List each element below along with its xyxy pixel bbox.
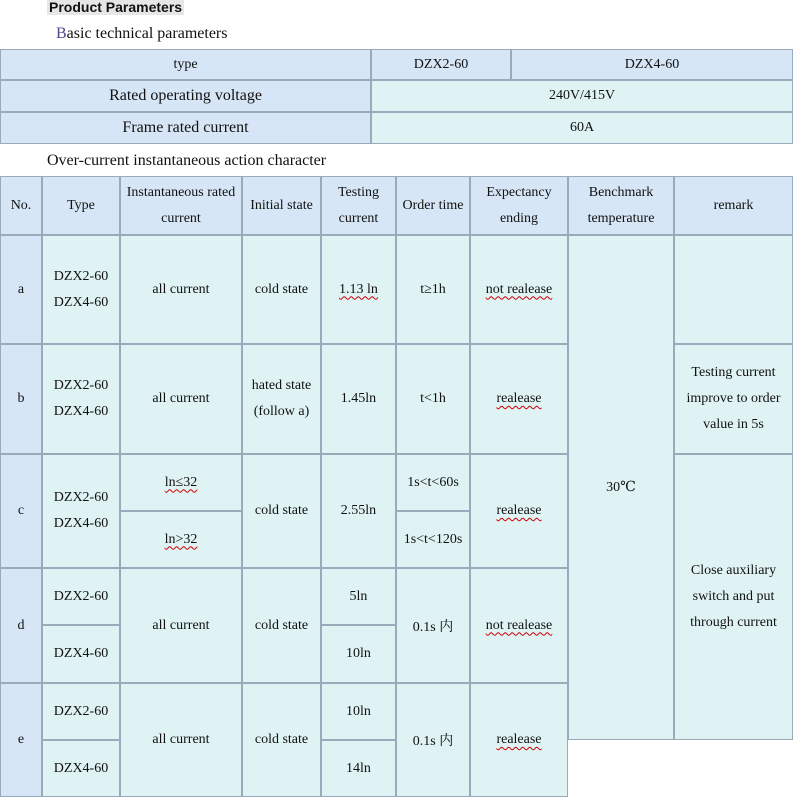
- rated-voltage-label: Rated operating voltage: [0, 80, 371, 112]
- row-c-expectancy: realease: [470, 454, 568, 568]
- row-b-testing-current: 1.45ln: [321, 344, 396, 454]
- header-initial-state: Initial state: [242, 176, 321, 235]
- row-b-type: [42, 344, 120, 454]
- type-dzx4: DZX4-60: [53, 516, 109, 531]
- overcurrent-heading: Over-current instantaneous action character: [47, 152, 327, 169]
- row-e-type-2: DZX4-60: [42, 740, 120, 797]
- row-b-expectancy: realease: [470, 344, 568, 454]
- row-c-state: cold state: [242, 454, 321, 568]
- row-a-expectancy: not realease: [470, 235, 568, 344]
- row-e-testing-current-1: 10ln: [321, 683, 396, 740]
- row-e-order-time: 0.1s 内: [396, 683, 470, 797]
- table-row: [0, 235, 793, 344]
- benchmark-temperature-value: 30℃: [568, 235, 674, 740]
- row-e-testing-current-2: 14ln: [321, 740, 396, 797]
- row-c-inst-current-high: ln>32: [120, 511, 242, 568]
- type-dzx4: DZX4-60: [53, 294, 109, 310]
- table-row: [0, 454, 793, 511]
- row-b-remark: Testing current improve to order value in 5s: [674, 344, 793, 454]
- row-b-inst-current: all current: [120, 344, 242, 454]
- row-c-order-time-1: 1s<t<60s: [396, 454, 470, 511]
- row-e-inst-current: all current: [120, 683, 242, 797]
- header-expectancy: Expectancy ending: [470, 176, 568, 235]
- row-d-testing-current-1: 5ln: [321, 568, 396, 625]
- heading-initial: B: [56, 25, 67, 42]
- model-dzx4-header: DZX4-60: [511, 49, 793, 80]
- row-b-order-time: t<1h: [396, 344, 470, 454]
- row-a-inst-current: all current: [120, 235, 242, 344]
- row-d-type-2: DZX4-60: [42, 625, 120, 683]
- row-d-order-time: 0.1s 内: [396, 568, 470, 683]
- frame-current-label: Frame rated current: [0, 112, 371, 144]
- rated-voltage-value: 240V/415V: [371, 80, 793, 112]
- row-e-no: e: [0, 683, 42, 797]
- type-dzx4: DZX4-60: [53, 404, 109, 419]
- model-dzx2-header: DZX2-60: [371, 49, 511, 80]
- header-order-time: Order time: [396, 176, 470, 235]
- row-c-testing-current: 2.55ln: [321, 454, 396, 568]
- header-remark: remark: [674, 176, 793, 235]
- overcurrent-table: [0, 176, 793, 797]
- row-e-type-1: DZX2-60: [42, 683, 120, 740]
- row-a-type: [42, 235, 120, 344]
- section-title: Product Parameters: [49, 0, 183, 15]
- header-no: No.: [0, 176, 42, 235]
- header-testing-current: Testing current: [321, 176, 396, 235]
- remark-close-auxiliary: Close auxiliary switch and put through current: [674, 454, 793, 740]
- heading-rest: asic technical parameters: [66, 25, 228, 42]
- row-d-no: d: [0, 568, 42, 683]
- table-row: [0, 344, 793, 454]
- row-b-no: b: [0, 344, 42, 454]
- row-a-no: a: [0, 235, 42, 344]
- row-d-expectancy: not realease: [470, 568, 568, 683]
- row-b-state: hated state (follow a): [242, 344, 321, 454]
- type-header-label: type: [0, 49, 371, 80]
- basic-parameters-heading: [56, 24, 227, 44]
- row-a-testing-current: 1.13 ln: [321, 235, 396, 344]
- row-d-state: cold state: [242, 568, 321, 683]
- row-c-no: c: [0, 454, 42, 568]
- row-c-type: [42, 454, 120, 568]
- row-d-type-1: DZX2-60: [42, 568, 120, 625]
- type-dzx2: DZX2-60: [53, 268, 109, 284]
- row-d-testing-current-2: 10ln: [321, 625, 396, 683]
- row-a-remark: [674, 235, 793, 344]
- row-c-inst-current-low: ln≤32: [120, 454, 242, 511]
- frame-current-value: 60A: [371, 112, 793, 144]
- row-d-inst-current: all current: [120, 568, 242, 683]
- header-benchmark: Benchmark temperature: [568, 176, 674, 235]
- basic-parameters-table: [0, 49, 793, 144]
- row-e-state: cold state: [242, 683, 321, 797]
- header-inst-current: Instantaneous rated current: [120, 176, 242, 235]
- row-a-state: cold state: [242, 235, 321, 344]
- row-e-expectancy: realease: [470, 683, 568, 797]
- row-a-order-time: t≥1h: [396, 235, 470, 344]
- type-dzx2: DZX2-60: [53, 490, 109, 505]
- row-c-order-time-2: 1s<t<120s: [396, 511, 470, 568]
- type-dzx2: DZX2-60: [53, 378, 109, 393]
- header-type: Type: [42, 176, 120, 235]
